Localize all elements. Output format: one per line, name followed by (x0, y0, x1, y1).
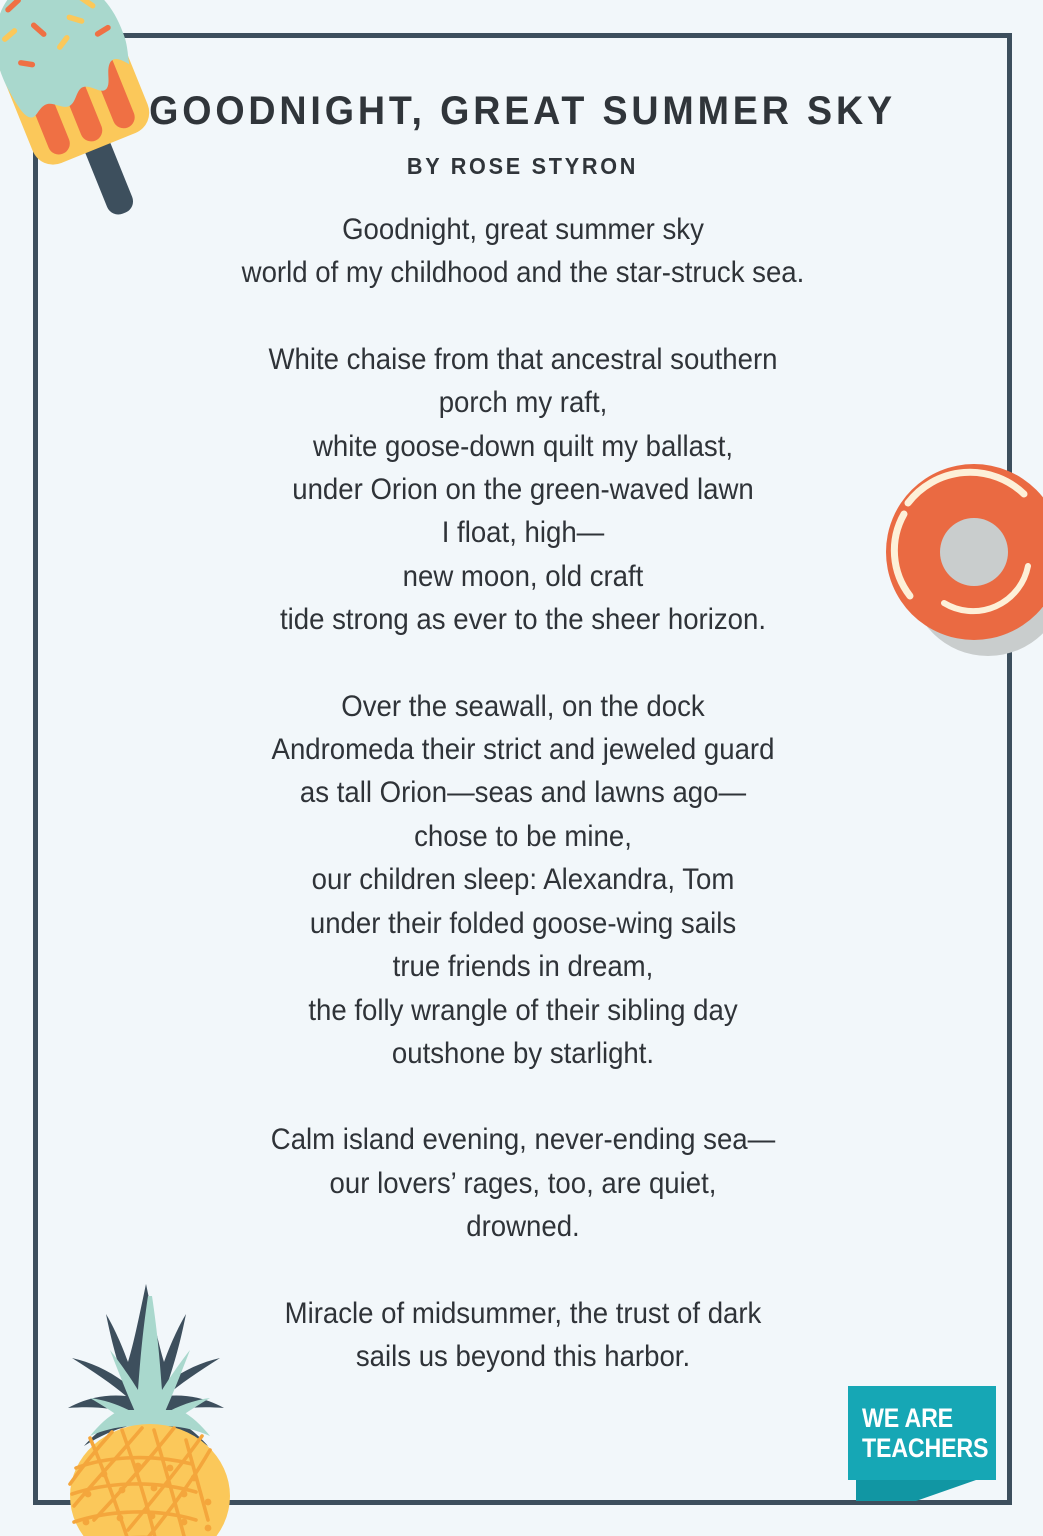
poem-line: I float, high— (441, 516, 604, 550)
logo-line-1: WE ARE (862, 1402, 953, 1433)
poem-line: world of my childhood and the star-struck sea. (241, 256, 804, 290)
logo-line-2: TEACHERS (862, 1432, 989, 1463)
pineapple-icon (42, 1278, 262, 1536)
logo-text (848, 1386, 996, 1480)
poem-stanza (102, 208, 944, 295)
poem-line: Andromeda their strict and jeweled guard (271, 733, 774, 767)
poem-line: drowned. (465, 1210, 580, 1244)
poem-line: tide strong as ever to the sheer horizon. (279, 603, 766, 637)
poem-stanza (102, 1118, 944, 1248)
poem-line: outshone by starlight. (391, 1036, 654, 1070)
poem-line: true friends in dream, (392, 950, 653, 984)
life-ring-icon (884, 462, 1043, 672)
poem-line: Goodnight, great summer sky (341, 213, 704, 246)
poem-line: Over the seawall, on the dock (340, 689, 705, 723)
poem-line: our children sleep: Alexandra, Tom (311, 863, 734, 897)
logo-bubble-tail (856, 1480, 976, 1501)
poem-line: chose to be mine, (413, 819, 632, 853)
poem-line: as tall Orion—seas and lawns ago— (299, 776, 746, 810)
poem-line: Calm island evening, never-ending sea— (270, 1123, 775, 1157)
poem-body (102, 208, 944, 1378)
we-are-teachers-logo[interactable] (848, 1386, 996, 1504)
poem-content (33, 33, 1012, 1378)
page-title: GOODNIGHT, GREAT SUMMER SKY (149, 89, 896, 133)
poem-line: our lovers’ rages, too, are quiet, (329, 1166, 716, 1200)
poem-byline: BY ROSE STYRON (406, 153, 639, 179)
poem-line: White chaise from that ancestral southern (268, 342, 777, 376)
poem-line: sails us beyond this harbor. (355, 1339, 690, 1373)
poem-line: the folly wrangle of their sibling day (307, 993, 738, 1027)
poem-line: under their folded goose-wing sails (309, 906, 736, 940)
poem-line: new moon, old craft (402, 559, 643, 593)
poem-line: Miracle of midsummer, the trust of dark (284, 1296, 761, 1330)
poem-stanza (102, 685, 944, 1076)
poem-line: white goose-down quilt my ballast, (312, 429, 733, 463)
poem-line: porch my raft, (438, 386, 607, 420)
poem-line: under Orion on the green-waved lawn (291, 473, 754, 507)
poem-stanza (102, 338, 944, 642)
popsicle-icon (0, 0, 194, 216)
